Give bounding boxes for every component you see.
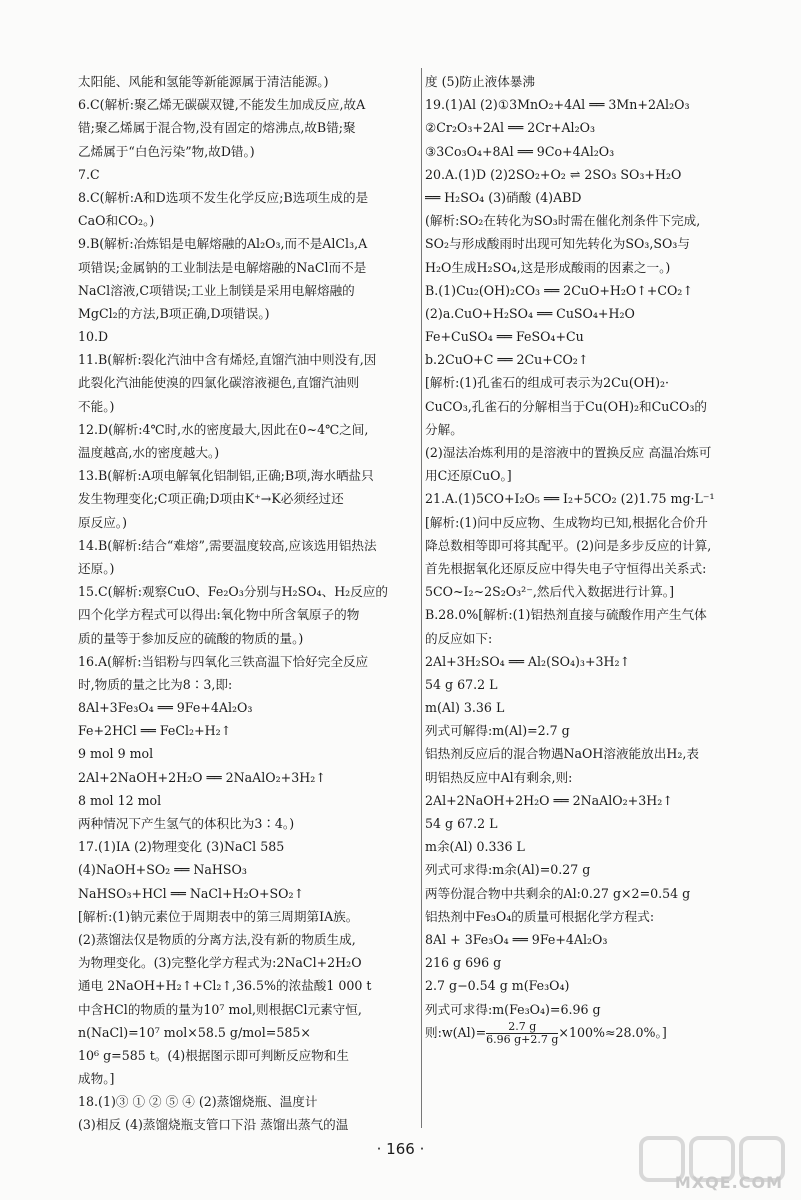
answer-line: 12.D(解析:4℃时,水的密度最大,因此在0~4℃之间, bbox=[78, 421, 369, 437]
answer-line: 18.(1)③ ① ② ⑤ ④ (2)蒸馏烧瓶、温度计 bbox=[78, 1094, 318, 1110]
answer-line: 发生物理变化;C项正确;D项由K⁺→K必须经过还 bbox=[78, 491, 344, 507]
left-column bbox=[78, 70, 418, 1137]
answer-line: NaCl溶液,C项错误;工业上制镁是采用电解熔融的 bbox=[78, 282, 355, 298]
column-divider bbox=[421, 68, 422, 1128]
answer-line: 质的量等于参加反应的硫酸的物质的量。) bbox=[78, 630, 304, 646]
answer-line: ══ H₂SO₄ (3)硝酸 (4)ABD bbox=[425, 189, 582, 205]
answer-line: 通电 2NaOH+H₂↑+Cl₂↑,36.5%的浓盐酸1 000 t bbox=[78, 978, 372, 994]
answer-line: 用C还原CuO。] bbox=[425, 468, 512, 484]
answer-line: [解析:(1)问中反应物、生成物均已知,根据化合价升 bbox=[425, 514, 708, 530]
answer-line: 7.C bbox=[78, 166, 100, 182]
answer-line: 8Al + 3Fe₃O₄ ══ 9Fe+4Al₂O₃ bbox=[425, 931, 608, 947]
answer-line: 度 (5)防止液体暴沸 bbox=[425, 74, 535, 89]
answer-line: 2Al+2NaOH+2H₂O ══ 2NaAlO₂+3H₂↑ bbox=[425, 792, 673, 808]
answer-line: 的反应如下: bbox=[425, 630, 493, 646]
answer-line: 14.B(解析:结合“难熔”,需要温度较高,应该选用铝热法 bbox=[78, 537, 377, 553]
answer-line: B.28.0%[解析:(1)铝热剂直接与硫酸作用产生气体 bbox=[425, 607, 707, 623]
answer-line: (2)湿法冶炼利用的是溶液中的置换反应 高温冶炼可 bbox=[425, 445, 712, 460]
answer-line: 6.C(解析:聚乙烯无碳碳双键,不能发生加成反应,故A bbox=[78, 97, 366, 113]
fraction bbox=[486, 1021, 558, 1046]
answer-line: 错;聚乙烯属于混合物,没有固定的熔沸点,故B错;聚 bbox=[78, 120, 356, 136]
answer-line: 时,物质的量之比为8∶3,即: bbox=[78, 676, 233, 692]
answer-line: 分解。 bbox=[425, 421, 463, 437]
answer-line: 成物。] bbox=[78, 1071, 115, 1087]
answer-line: 列式可求得:m余(Al)=0.27 g bbox=[425, 862, 591, 878]
answer-line: 不能。) bbox=[78, 398, 115, 414]
answer-line: 9 mol 9 mol bbox=[78, 746, 154, 762]
fraction-numerator: 2.7 g bbox=[486, 1021, 558, 1034]
answer-line: 温度越高,水的密度越大。) bbox=[78, 445, 220, 460]
answer-line: 降总数相等即可将其配平。(2)问是多步反应的计算, bbox=[425, 537, 712, 553]
answer-line: 太阳能、风能和氢能等新能源属于清洁能源。) bbox=[78, 74, 329, 89]
answer-line: 列式可解得:m(Al)=2.7 g bbox=[425, 723, 570, 739]
answer-line: 乙烯属于“白色污染”物,故D错。) bbox=[78, 143, 255, 159]
answer-line: 四个化学方程式可以得出:氧化物中所含氧原子的物 bbox=[78, 607, 360, 623]
answer-line: (2)蒸馏法仅是物质的分离方法,没有新的物质生成, bbox=[78, 931, 356, 947]
answer-line: 11.B(解析:裂化汽油中含有烯烃,直馏汽油中则没有,因 bbox=[78, 352, 377, 368]
answer-line: 列式可求得:m(Fe₃O₄)=6.96 g bbox=[425, 1001, 601, 1017]
answer-line: 54 g 67.2 L bbox=[425, 676, 498, 692]
answer-line: ②Cr₂O₃+2Al ══ 2Cr+Al₂O₃ bbox=[425, 120, 595, 136]
answer-line: 8 mol 12 mol bbox=[78, 792, 162, 808]
answer-line: (解析:SO₂在转化为SO₃时需在催化剂条件下完成, bbox=[425, 213, 701, 229]
answer-line: SO₂与形成酸雨时出现可知先转化为SO₃,SO₃与 bbox=[425, 236, 690, 252]
answer-line: 9.B(解析:冶炼铝是电解熔融的Al₂O₃,而不是AlCl₃,A bbox=[78, 236, 368, 252]
answer-line: b.2CuO+C ══ 2Cu+CO₂↑ bbox=[425, 352, 589, 368]
answer-line: 15.C(解析:观察CuO、Fe₂O₃分别与H₂SO₄、H₂反应的 bbox=[78, 584, 389, 600]
page-number: · 166 · bbox=[376, 1140, 425, 1158]
answer-line: Fe+CuSO₄ ══ FeSO₄+Cu bbox=[425, 329, 584, 345]
answer-line: n(NaCl)=10⁷ mol×58.5 g/mol=585× bbox=[78, 1024, 311, 1040]
answer-line: NaHSO₃+HCl ══ NaCl+H₂O+SO₂↑ bbox=[78, 885, 305, 901]
watermark-url: MXQE.COM bbox=[674, 1173, 783, 1192]
answer-line: 项错误;金属钠的工业制法是电解熔融的NaCl而不是 bbox=[78, 259, 367, 275]
answer-line: 216 g 696 g bbox=[425, 955, 502, 971]
answer-line: m(Al) 3.36 L bbox=[425, 700, 505, 716]
answer-line: 17.(1)ⅠA (2)物理变化 (3)NaCl 585 bbox=[78, 839, 285, 855]
answer-line: 5CO~I₂~2S₂O₃²⁻,然后代入数据进行计算。] bbox=[425, 584, 675, 600]
answer-line: 2.7 g−0.54 g m(Fe₃O₄) bbox=[425, 978, 570, 994]
answer-line: 21.A.(1)5CO+I₂O₅ ══ I₂+5CO₂ (2)1.75 mg·L⁻¹ bbox=[425, 491, 715, 507]
answer-line: 8Al+3Fe₃O₄ ══ 9Fe+4Al₂O₃ bbox=[78, 700, 253, 716]
answer-line: 两等份混合物中共剩余的Al:0.27 g×2=0.54 g bbox=[425, 885, 691, 901]
answer-line: CuCO₃,孔雀石的分解相当于Cu(OH)₂和CuCO₃的 bbox=[425, 398, 707, 414]
answer-line: [解析:(1)钠元素位于周期表中的第三周期第ⅠA族。 bbox=[78, 908, 359, 924]
answer-line: 20.A.(1)D (2)2SO₂+O₂ ⇌ 2SO₃ SO₃+H₂O bbox=[425, 166, 682, 182]
answer-line: 铝热剂中Fe₃O₄的质量可根据化学方程式: bbox=[425, 908, 655, 924]
answer-line: MgCl₂的方法,B项正确,D项错误。) bbox=[78, 305, 270, 321]
final-suffix: ×100%≈28.0%。] bbox=[558, 1024, 667, 1040]
answer-line: 13.B(解析:A项电解氧化铝制铝,正确;B项,海水晒盐只 bbox=[78, 468, 374, 484]
answer-line: 2Al+2NaOH+2H₂O ══ 2NaAlO₂+3H₂↑ bbox=[78, 769, 326, 785]
answer-line: 两种情况下产生氢气的体积比为3∶4。) bbox=[78, 816, 295, 831]
answer-line: (2)a.CuO+H₂SO₄ ══ CuSO₄+H₂O bbox=[425, 305, 635, 321]
answer-line: 2Al+3H₂SO₄ ══ Al₂(SO₄)₃+3H₂↑ bbox=[425, 653, 631, 669]
answer-line: 铝热剂反应后的混合物遇NaOH溶液能放出H₂,表 bbox=[425, 746, 699, 762]
right-column bbox=[425, 70, 775, 1051]
answer-line: m余(Al) 0.336 L bbox=[425, 839, 525, 855]
answer-line: 10.D bbox=[78, 329, 109, 345]
final-answer-line bbox=[425, 1021, 775, 1051]
answer-line: 为物理变化。(3)完整化学方程式为:2NaCl+2H₂O bbox=[78, 955, 362, 971]
fraction-denominator: 6.96 g+2.7 g bbox=[486, 1032, 559, 1046]
answer-line: [解析:(1)孔雀石的组成可表示为2Cu(OH)₂· bbox=[425, 375, 670, 391]
answer-line: 原反应。) bbox=[78, 514, 127, 530]
answer-line: 54 g 67.2 L bbox=[425, 816, 498, 831]
answer-line: 明铝热反应中Al有剩余,则: bbox=[425, 769, 573, 785]
answer-line: CaO和CO₂。) bbox=[78, 213, 155, 229]
answer-line: 还原。) bbox=[78, 560, 115, 576]
answer-line: 中含HCl的物质的量为10⁷ mol,则根据Cl元素守恒, bbox=[78, 1001, 362, 1017]
answer-line: ③3Co₃O₄+8Al ══ 9Co+4Al₂O₃ bbox=[425, 143, 615, 159]
final-prefix: 则:w(Al)= bbox=[425, 1024, 487, 1040]
answer-line: B.(1)Cu₂(OH)₂CO₃ ══ 2CuO+H₂O↑+CO₂↑ bbox=[425, 282, 693, 298]
answer-line: 此裂化汽油能使溴的四氯化碳溶液褪色,直馏汽油则 bbox=[78, 375, 360, 391]
answer-line: (3)相反 (4)蒸馏烧瓶支管口下沿 蒸馏出蒸气的温 bbox=[78, 1117, 349, 1133]
answer-line: 首先根据氧化还原反应中得失电子守恒得出关系式: bbox=[425, 560, 707, 576]
answer-line: 10⁶ g=585 t。(4)根据图示即可判断反应物和生 bbox=[78, 1047, 349, 1063]
answer-line: (4)NaOH+SO₂ ══ NaHSO₃ bbox=[78, 862, 247, 878]
answer-line: 16.A(解析:当铝粉与四氧化三铁高温下恰好完全反应 bbox=[78, 653, 369, 669]
answer-line: 8.C(解析:A和D选项不发生化学反应;B选项生成的是 bbox=[78, 189, 369, 205]
answer-line: H₂O生成H₂SO₄,这是形成酸雨的因素之一。) bbox=[425, 259, 671, 275]
answer-line: Fe+2HCl ══ FeCl₂+H₂↑ bbox=[78, 723, 232, 739]
answer-line: 19.(1)Al (2)①3MnO₂+4Al ══ 3Mn+2Al₂O₃ bbox=[425, 97, 690, 113]
